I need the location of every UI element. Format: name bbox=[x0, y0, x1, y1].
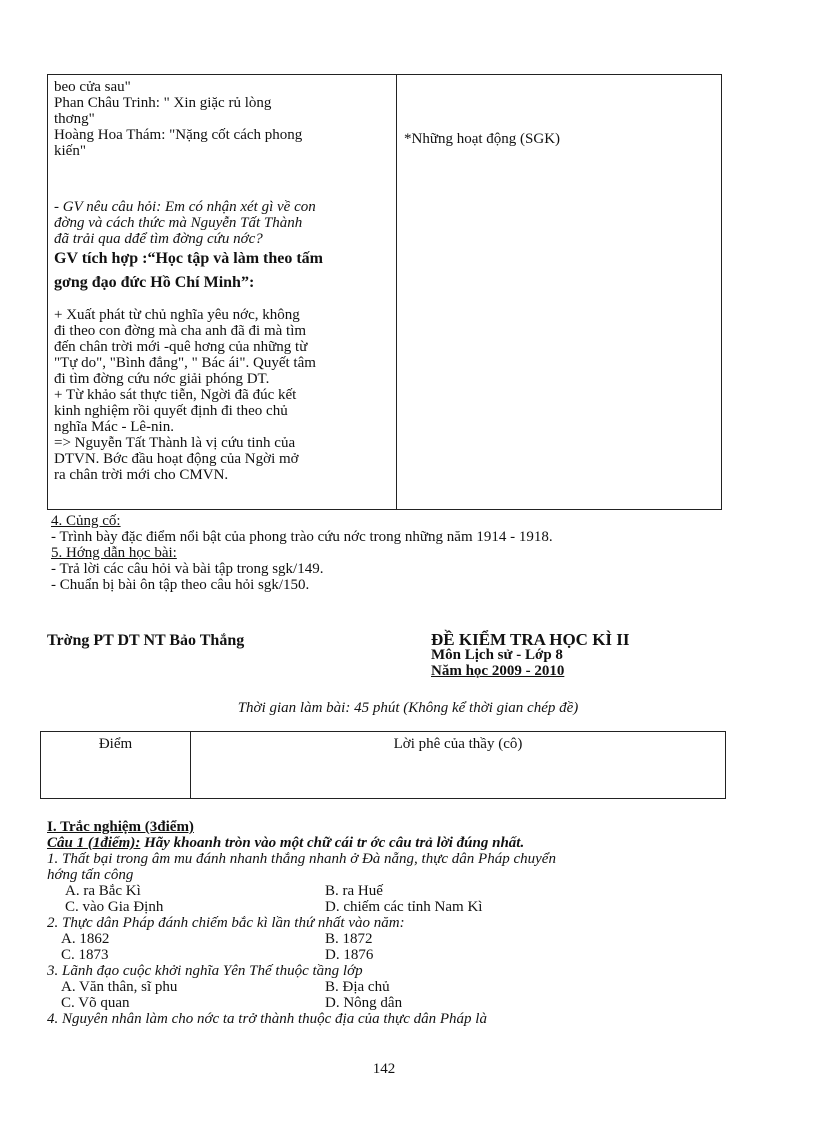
option: B. 1872 bbox=[325, 931, 373, 947]
consolidation-line: - Trình bày đặc điểm nổi bật của phong trào cứu nớc trong những năm 1914 - 1918. bbox=[51, 529, 553, 545]
bullet-line: đi tìm đờng cứu nớc giải phóng DT. bbox=[54, 371, 270, 387]
question-text: 2. Thực dân Pháp đánh chiếm bắc kì lần thứ nhất vào năm: bbox=[47, 915, 405, 931]
bullet-line: đến chân trời mới -quê hơng của những từ bbox=[54, 339, 308, 355]
question-instruction bbox=[47, 835, 747, 851]
option: B. Địa chủ bbox=[325, 979, 390, 995]
left-line: thơng" bbox=[54, 111, 95, 127]
activities-note: *Những hoạt động (SGK) bbox=[404, 131, 561, 147]
section1-title: I. Trắc nghiệm (3điểm) bbox=[47, 819, 194, 835]
grade-table bbox=[40, 731, 726, 799]
school-name: Trờng PT DT NT Bảo Thắng bbox=[47, 632, 245, 649]
question-instruction-text: Hãy khoanh tròn vào một chữ cái tr ớc câu trả lời đúng nhất. bbox=[140, 835, 525, 851]
question-line: đờng và cách thức mà Nguyễn Tất Thành bbox=[54, 215, 303, 231]
bullet-line: kinh nghiệm rồi quyết định đi theo chủ bbox=[54, 403, 288, 419]
integration-heading: GV tích hợp :“Học tập và làm theo tấm bbox=[54, 250, 323, 267]
left-line: Hoàng Hoa Thám: "Nặng cốt cách phong bbox=[54, 127, 303, 143]
option: B. ra Huế bbox=[325, 883, 383, 899]
question-line: đã trải qua dđể tìm đờng cứu nớc? bbox=[54, 231, 263, 247]
question-text: hớng tấn công bbox=[47, 867, 134, 883]
guidance-heading: 5. Hớng dẫn học bài: bbox=[51, 545, 177, 561]
left-cell bbox=[54, 79, 390, 483]
exam-title: ĐỀ KIỂM TRA HỌC KÌ II bbox=[431, 630, 630, 649]
bullet-line: "Tự do", "Bình đẳng", " Bác ái". Quyết tâm bbox=[54, 355, 316, 371]
bullet-line: => Nguyễn Tất Thành là vị cứu tinh của bbox=[54, 435, 296, 451]
option: A. Văn thân, sĩ phu bbox=[61, 979, 178, 995]
exam-year-text: Năm học 2009 - 2010 bbox=[431, 663, 565, 679]
lesson-table bbox=[47, 74, 722, 510]
bullet-line: ra chân trời mới cho CMVN. bbox=[54, 467, 229, 483]
page-number: 142 bbox=[372, 1061, 396, 1077]
option: D. Nông dân bbox=[325, 995, 403, 1011]
left-line: kiến" bbox=[54, 143, 86, 159]
bullet-line: nghĩa Mác - Lê-nin. bbox=[54, 419, 174, 435]
question-text: 1. Thất bại trong âm mu đánh nhanh thắng nhanh ở Đà nẵng, thực dân Pháp chuyển bbox=[47, 851, 556, 867]
integration-heading: gơng đạo đức Hồ Chí Minh”: bbox=[54, 274, 255, 291]
bullet-line: DTVN. Bớc đầu hoạt động của Ngời mở bbox=[54, 451, 299, 467]
guidance-line: - Chuẩn bị bài ôn tập theo câu hỏi sgk/150. bbox=[51, 577, 310, 593]
section1 bbox=[47, 819, 747, 851]
option: C. vào Gia Định bbox=[65, 899, 164, 915]
question-text: 3. Lãnh đạo cuộc khởi nghĩa Yên Thế thuộc tầng lớp bbox=[47, 963, 363, 979]
time-note: Thời gian làm bài: 45 phút (Không kể thời gian chép đề) bbox=[237, 700, 579, 716]
score-label: Điểm bbox=[98, 736, 133, 752]
option: A. 1862 bbox=[61, 931, 110, 947]
option: D. 1876 bbox=[325, 947, 374, 963]
table-divider bbox=[396, 75, 397, 509]
comment-label: Lời phê của thầy (cô) bbox=[393, 736, 523, 752]
question-line: - GV nêu câu hỏi: Em có nhận xét gì về con bbox=[54, 199, 316, 215]
exam-header bbox=[431, 632, 630, 679]
question-text: 4. Nguyên nhân làm cho nớc ta trở thành thuộc địa của thực dân Pháp là bbox=[47, 1011, 487, 1027]
option: C. 1873 bbox=[61, 947, 109, 963]
left-line: Phan Châu Trinh: " Xin giặc rủ lòng bbox=[54, 95, 272, 111]
consolidation-section bbox=[51, 513, 553, 593]
option: C. Võ quan bbox=[61, 995, 130, 1011]
bullet-line: đi theo con đờng mà cha anh đã đi mà tìm bbox=[54, 323, 307, 339]
option: D. chiếm các tỉnh Nam Kì bbox=[325, 899, 483, 915]
questions bbox=[47, 851, 767, 1027]
left-line: beo cửa sau" bbox=[54, 79, 131, 95]
option: A. ra Bắc Kì bbox=[65, 883, 141, 899]
bullet-line: + Xuất phát từ chủ nghĩa yêu nớc, không bbox=[54, 307, 300, 323]
bullet-line: + Từ khảo sát thực tiễn, Ngời đã đúc kết bbox=[54, 387, 297, 403]
question-label: Câu 1 (1điểm): bbox=[47, 835, 141, 851]
right-cell bbox=[404, 131, 714, 147]
consolidation-heading: 4. Củng cố: bbox=[51, 513, 121, 529]
exam-subject: Môn Lịch sử - Lớp 8 bbox=[431, 647, 563, 663]
guidance-line: - Trả lời các câu hỏi và bài tập trong sgk/149. bbox=[51, 561, 324, 577]
exam-year bbox=[431, 663, 630, 679]
